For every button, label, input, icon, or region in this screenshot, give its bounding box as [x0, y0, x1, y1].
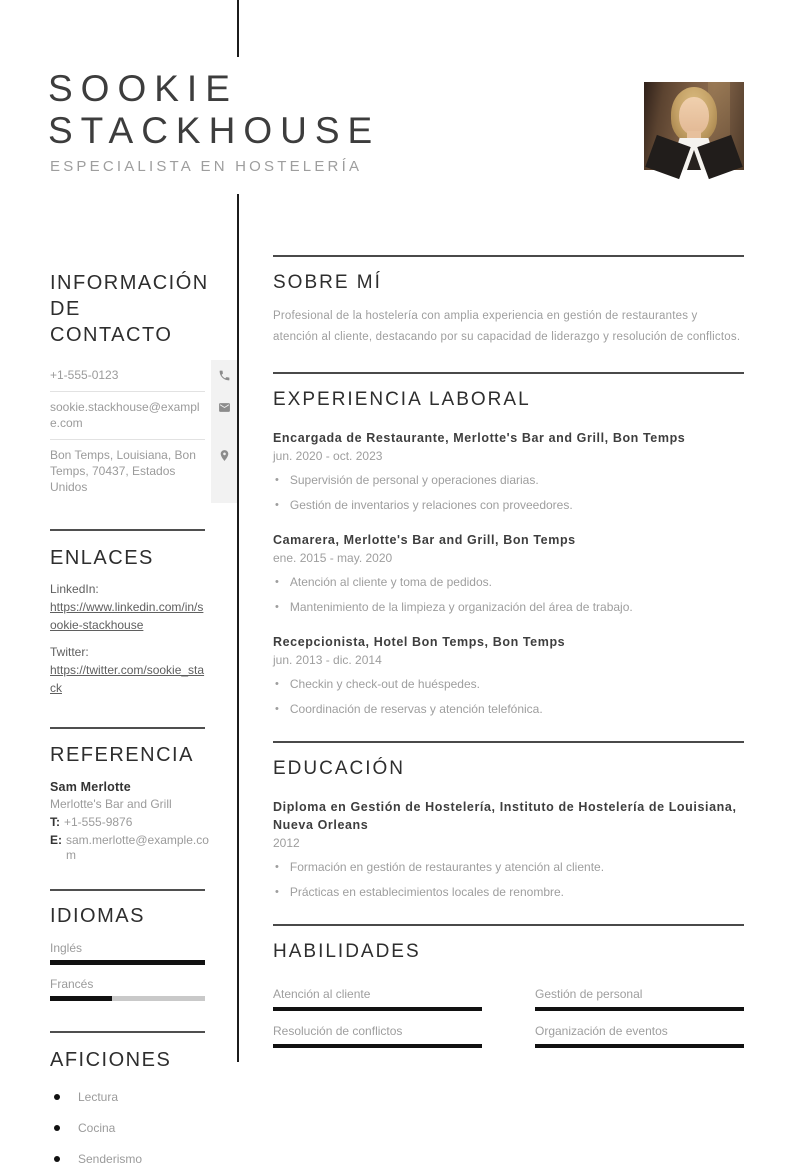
- page-title: [48, 68, 380, 152]
- list-item: [273, 859, 744, 875]
- section-divider: [273, 741, 744, 743]
- hobby-label: Senderismo: [78, 1152, 143, 1166]
- profile-photo: [644, 82, 744, 170]
- job-title: Camarera, Merlotte's Bar and Grill, Bon Temps: [273, 533, 576, 547]
- language-level-bar: [50, 960, 205, 965]
- bullet-icon: •: [275, 601, 279, 613]
- bullet-icon: •: [275, 886, 279, 898]
- list-item: [273, 701, 744, 717]
- list-item: [50, 1152, 237, 1166]
- language-item: [50, 941, 237, 965]
- skill-level-bar: [535, 1007, 744, 1011]
- about-text: Profesional de la hostelería con amplia experiencia en gestión de restaurantes y atención al cliente, destacando por su capacidad de liderazgo y resolución de conflictos.: [273, 310, 741, 343]
- links-section: [50, 545, 237, 697]
- bullet-text: Gestión de inventarios y relaciones con proveedores.: [289, 498, 573, 512]
- sidebar-divider: [50, 889, 205, 891]
- job-bullets: [273, 472, 744, 513]
- reference-email-line: [50, 833, 210, 863]
- education-title: Diploma en Gestión de Hostelería, Instituto de Hostelería de Louisiana, Nueva Orleans: [273, 800, 737, 832]
- contact-heading: INFORMACIÓN DE CONTACTO: [50, 272, 209, 346]
- language-level-bar: [50, 996, 205, 1001]
- job-dates: jun. 2020 - oct. 2023: [273, 449, 383, 463]
- list-item: [50, 1121, 237, 1135]
- skill-name: Organización de eventos: [535, 1024, 668, 1038]
- skills-heading: HABILIDADES: [273, 941, 421, 962]
- job-subtitle: ESPECIALISTA EN HOSTELERÍA: [50, 158, 363, 175]
- reference-email-label: E:: [50, 833, 62, 847]
- photo-face: [679, 97, 709, 135]
- skill-name: Gestión de personal: [535, 987, 643, 1001]
- reference-name: Sam Merlotte: [50, 780, 131, 794]
- top-divider-line: [237, 0, 239, 57]
- skill-level-fill: [535, 1044, 744, 1048]
- skill-level-fill: [273, 1044, 482, 1048]
- bullet-text: Coordinación de reservas y atención telefónica.: [289, 702, 543, 716]
- reference-section: [50, 742, 210, 863]
- education-bullets: [273, 859, 744, 900]
- language-level-fill: [50, 960, 205, 965]
- reference-company: Merlotte's Bar and Grill: [50, 797, 172, 811]
- sidebar-divider: [50, 727, 205, 729]
- reference-phone-label: T:: [50, 815, 60, 829]
- bullet-icon: [54, 1094, 60, 1100]
- list-item: [273, 497, 744, 513]
- list-item: [273, 599, 744, 615]
- bullet-text: Formación en gestión de restaurantes y atención al cliente.: [289, 860, 605, 874]
- skills-grid: [273, 987, 744, 1061]
- section-divider: [273, 924, 744, 926]
- experience-entry: [273, 531, 744, 615]
- job-dates: ene. 2015 - may. 2020: [273, 551, 393, 565]
- hobbies-section: [50, 1047, 237, 1166]
- links-heading: ENLACES: [50, 547, 154, 569]
- language-level-fill: [50, 996, 112, 1001]
- contact-row-address: [50, 440, 237, 503]
- address-value: Bon Temps, Louisiana, Bon Temps, 70437, Estados Unidos: [50, 448, 196, 494]
- contact-list: [50, 360, 237, 503]
- bullet-icon: •: [275, 678, 279, 690]
- experience-heading: EXPERIENCIA LABORAL: [273, 389, 531, 410]
- twitter-link[interactable]: https://twitter.com/sookie_stack: [50, 663, 205, 695]
- bullet-text: Checkin y check-out de huéspedes.: [289, 677, 480, 691]
- phone-icon: [211, 360, 237, 392]
- list-item: [273, 676, 744, 692]
- job-title: Encargada de Restaurante, Merlotte's Bar and Grill, Bon Temps: [273, 431, 686, 445]
- skill-item: [535, 987, 744, 1011]
- hobby-label: Lectura: [78, 1090, 119, 1104]
- sidebar-divider: [50, 529, 205, 531]
- bullet-icon: •: [275, 861, 279, 873]
- bullet-text: Mantenimiento de la limpieza y organización del área de trabajo.: [289, 600, 633, 614]
- sidebar: [50, 270, 237, 1166]
- bullet-icon: •: [275, 474, 279, 486]
- education-dates: 2012: [273, 836, 300, 850]
- list-item: [273, 472, 744, 488]
- mail-icon: [211, 392, 237, 440]
- languages-heading: IDIOMAS: [50, 905, 145, 927]
- bullet-text: Atención al cliente y toma de pedidos.: [289, 575, 492, 589]
- contact-row-email: [50, 392, 237, 440]
- section-divider: [273, 372, 744, 374]
- linkedin-label: LinkedIn:: [50, 582, 99, 596]
- education-heading: EDUCACIÓN: [273, 758, 406, 779]
- column-divider-line: [237, 194, 239, 1062]
- job-dates: jun. 2013 - dic. 2014: [273, 653, 382, 667]
- about-heading: SOBRE MÍ: [273, 272, 382, 293]
- email-value: sookie.stackhouse@example.com: [50, 392, 205, 440]
- skill-item: [535, 1024, 744, 1048]
- skill-name: Resolución de conflictos: [273, 1024, 403, 1038]
- bullet-icon: •: [275, 576, 279, 588]
- skill-level-fill: [273, 1007, 482, 1011]
- contact-row-phone: [50, 360, 237, 392]
- bullet-icon: [54, 1156, 60, 1162]
- reference-email-value: sam.merlotte@example.com: [66, 833, 209, 862]
- skill-item: [273, 987, 482, 1011]
- bullet-text: Supervisión de personal y operaciones diarias.: [289, 473, 539, 487]
- bullet-text: Prácticas en establecimientos locales de renombre.: [289, 885, 564, 899]
- bullet-icon: •: [275, 499, 279, 511]
- experience-entry: [273, 633, 744, 717]
- section-divider: [273, 255, 744, 257]
- skill-level-bar: [273, 1044, 482, 1048]
- phone-value: +1-555-0123: [50, 360, 205, 392]
- skill-name: Atención al cliente: [273, 987, 371, 1001]
- job-bullets: [273, 676, 744, 717]
- job-title: Recepcionista, Hotel Bon Temps, Bon Temps: [273, 635, 566, 649]
- hobby-label: Cocina: [78, 1121, 116, 1135]
- list-item: [50, 1090, 237, 1104]
- skill-level-bar: [535, 1044, 744, 1048]
- bullet-icon: •: [275, 703, 279, 715]
- name-line-2: STACKHOUSE: [48, 110, 381, 151]
- list-item: [273, 574, 744, 590]
- reference-heading: REFERENCIA: [50, 744, 194, 766]
- sidebar-divider: [50, 1031, 205, 1033]
- hobbies-heading: AFICIONES: [50, 1049, 172, 1071]
- skill-item: [273, 1024, 482, 1048]
- main-column: [273, 255, 744, 1061]
- languages-section: [50, 903, 237, 1001]
- list-item: [273, 884, 744, 900]
- language-name: Inglés: [50, 941, 83, 955]
- job-bullets: [273, 574, 744, 615]
- name-line-1: SOOKIE: [48, 68, 238, 109]
- education-entry: [273, 798, 744, 900]
- experience-entry: [273, 429, 744, 513]
- skill-level-fill: [535, 1007, 744, 1011]
- link-item-linkedin: [50, 581, 205, 634]
- link-item-twitter: [50, 644, 205, 697]
- location-icon: [211, 440, 237, 503]
- bullet-icon: [54, 1125, 60, 1131]
- reference-phone-value: +1-555-9876: [64, 815, 133, 829]
- language-name: Francés: [50, 977, 94, 991]
- reference-phone-line: [50, 815, 210, 830]
- language-item: [50, 977, 237, 1001]
- twitter-label: Twitter:: [50, 645, 89, 659]
- skill-level-bar: [273, 1007, 482, 1011]
- linkedin-link[interactable]: https://www.linkedin.com/in/sookie-stackhouse: [50, 600, 204, 632]
